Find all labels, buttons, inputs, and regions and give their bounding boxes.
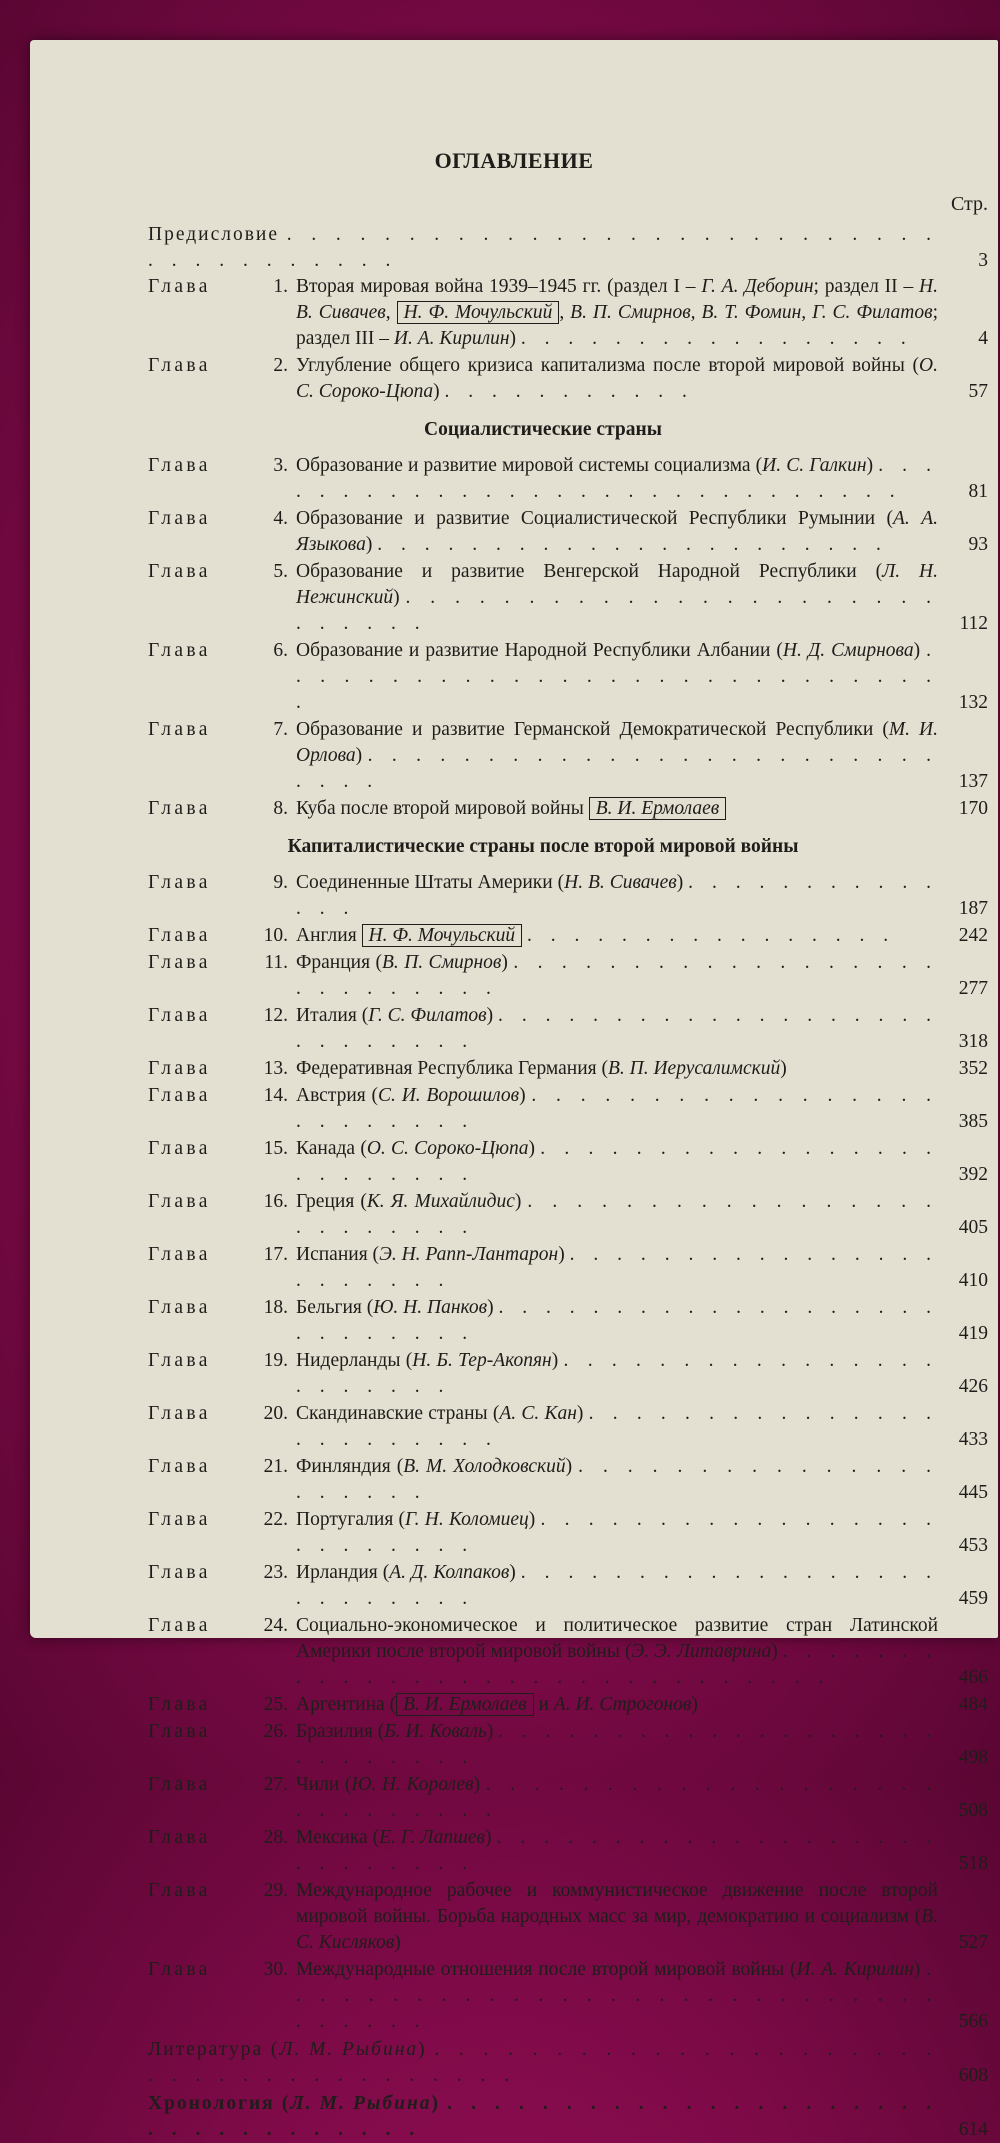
section-heading-capitalist: Капиталистические страны после второй мировой войны bbox=[287, 836, 799, 857]
toc-entry-chapter-20: Глава 20. Скандинавские страны (А. С. Кан) . . . . . . . . . . . . . . . . . . . . . . . . 433 bbox=[148, 1403, 988, 1450]
toc-entry-chapter-9: Глава 9. Соединенные Штаты Америки (Н. В. Сивачев) . . . . . . . . . . . . . . 187 bbox=[148, 872, 988, 919]
toc-entry-chapter-3: Глава 3. Образование и развитие мировой системы социализма (И. С. Галкин) . . . . . . . . . . . . . . . . . . . . . . . . . . . . . 81 bbox=[148, 455, 988, 502]
toc-entry-chapter-1 bbox=[148, 274, 988, 352]
toc-entry-chapter-26: Глава 26. Бразилия (Б. И. Коваль) . . . . . . . . . . . . . . . . . . . . . . . . . . . 498 bbox=[148, 1721, 988, 1768]
toc-entry-chapter-4: Глава 4. Образование и развитие Социалистической Республики Румынии (А. А. Языкова) . . . . . . . . . . . . . . . . . . . . . . 93 bbox=[148, 508, 988, 555]
page-number: 57 bbox=[968, 381, 988, 402]
boxed-author: В. И. Ермолаев bbox=[396, 1693, 534, 1716]
toc-entry-chapter-13: Глава 13. Федеративная Республика Германия (В. П. Иерусалимский) 352 bbox=[148, 1058, 988, 1079]
section-heading-socialist: Социалистические страны bbox=[424, 419, 662, 440]
toc-entry-chapter-5: Глава 5. Образование и развитие Венгерской Народной Республики (Л. Н. Нежинский) . . . . . . . . . . . . . . . . . . . . . . . . . . . . 112 bbox=[148, 561, 988, 634]
boxed-author: Н. Ф. Мочульский bbox=[362, 924, 523, 947]
toc-entry-literature: Литература (Л. М. Рыбина) . . . . . . . . . . . . . . . . . . . . . . . . . . . . . . . . . . . . . 608 bbox=[148, 2039, 988, 2086]
toc-entry-chapter-2: Глава 2. Углубление общего кризиса капитализма после второй мировой войны (О. С. Сороко-Цюпа) . . . . . . . . . . . 57 bbox=[148, 353, 988, 405]
chapter-word: Глава bbox=[148, 276, 211, 297]
chapter-number: 1. bbox=[273, 276, 288, 297]
toc-entry-chapter-11: Глава 11. Франция (В. П. Смирнов) . . . . . . . . . . . . . . . . . . . . . . . . . . . 277 bbox=[148, 952, 988, 999]
toc-entry-preface: Предисловие . . . . . . . . . . . . . . . . . . . . . . . . . . . . . . . . . . . . . . 3 bbox=[148, 222, 988, 274]
toc-entry-chapter-29: Глава 29. Международное рабочее и коммунистическое движение после второй мировой войны. Борьба народных масс за мир, демократию и социализм (В. С. Кисляков) 527 bbox=[148, 1880, 988, 1953]
toc-entry-chapter-23: Глава 23. Ирландия (А. Д. Колпаков) . . . . . . . . . . . . . . . . . . . . . . . . . . 459 bbox=[148, 1562, 988, 1609]
toc-entry-chapter-14: Глава 14. Австрия (С. И. Ворошилов) . . . . . . . . . . . . . . . . . . . . . . . . . 385 bbox=[148, 1085, 988, 1132]
chapter-title: Углубление общего кризиса капитализма после второй мировой войны (О. С. Сороко-Цюпа) . . . . . . . . . . . bbox=[296, 355, 938, 402]
toc-entry-chronology: Хронология (Л. М. Рыбина) . . . . . . . . . . . . . . . . . . . . . . . . . . . . . . . . . 614 bbox=[148, 2093, 988, 2140]
toc-entry-chapter-27: Глава 27. Чили (Ю. Н. Королев) . . . . . . . . . . . . . . . . . . . . . . . . . . . . 508 bbox=[148, 1774, 988, 1821]
table-of-contents bbox=[148, 220, 988, 2143]
toc-entry-chapter-28: Глава 28. Мексика (Е. Г. Лапшев) . . . . . . . . . . . . . . . . . . . . . . . . . . . 518 bbox=[148, 1827, 988, 1874]
toc-entry-chapter-16: Глава 16. Греция (К. Я. Михайлидис) . . . . . . . . . . . . . . . . . . . . . . . . . 405 bbox=[148, 1191, 988, 1238]
page-title: ОГЛАВЛЕНИЕ bbox=[434, 148, 594, 173]
page-number: 3 bbox=[978, 250, 988, 271]
chapter-title: Вторая мировая война 1939–1945 гг. (раздел I – Г. А. Деборин; раздел II – Н. В. Сивачев, Н. Ф. Мочульский , В. П. Смирнов, В. Т. Фомин, Г. С. Филатов; раздел III – И. А. Кирилин) . . . . . . . . . . . . . . . . . bbox=[296, 276, 939, 349]
toc-entry-chapter-10: Глава 10. Англия Н. Ф. Мочульский . . . . . . . . . . . . . . . . 242 bbox=[148, 925, 988, 946]
page-number: 4 bbox=[978, 328, 988, 349]
page-column-label: Стр. bbox=[950, 193, 988, 215]
toc-entry-chapter-17: Глава 17. Испания (Э. Н. Рапп-Лантарон) . . . . . . . . . . . . . . . . . . . . . . . 410 bbox=[148, 1244, 988, 1291]
toc-entry-chapter-30: Глава 30. Международные отношения после второй мировой войны (И. А. Кирилин) . . . . . . . . . . . . . . . . . . . . . . . . . . . . . . . . . . 566 bbox=[148, 1959, 988, 2032]
toc-entry-chapter-19: Глава 19. Нидерланды (Н. Б. Тер-Акопян) . . . . . . . . . . . . . . . . . . . . . . . 426 bbox=[148, 1350, 988, 1397]
toc-entry-chapter-22: Глава 22. Португалия (Г. Н. Коломиец) . . . . . . . . . . . . . . . . . . . . . . . . . 453 bbox=[148, 1509, 988, 1556]
toc-entry-chapter-6: Глава 6. Образование и развитие Народной Республики Албании (Н. Д. Смирнова) . . . . . . . . . . . . . . . . . . . . . . . . . . . . . 132 bbox=[148, 640, 988, 713]
boxed-author: В. И. Ермолаев bbox=[589, 797, 727, 820]
toc-entry-chapter-24: Глава 24. Социально-экономическое и политическое развитие стран Латинской Америки после второй мировой войны (Э. Э. Литаврина) . . . . . . . . . . . . . . . . . . . . . . . . . . . . . . 466 bbox=[148, 1615, 988, 1688]
toc-entry-chapter-15: Глава 15. Канада (О. С. Сороко-Цюпа) . . . . . . . . . . . . . . . . . . . . . . . . . 392 bbox=[148, 1138, 988, 1185]
toc-entry-chapter-7: Глава 7. Образование и развитие Германской Демократической Республики (М. И. Орлова) . . . . . . . . . . . . . . . . . . . . . . . . . . . . 137 bbox=[148, 719, 988, 792]
toc-entry-chapter-12: Глава 12. Италия (Г. С. Филатов) . . . . . . . . . . . . . . . . . . . . . . . . . . . 318 bbox=[148, 1005, 988, 1052]
toc-entry-chapter-18: Глава 18. Бельгия (Ю. Н. Панков) . . . . . . . . . . . . . . . . . . . . . . . . . . . 419 bbox=[148, 1297, 988, 1344]
book-page bbox=[30, 40, 998, 2140]
toc-entry-chapter-21: Глава 21. Финляндия (В. М. Холодковский) . . . . . . . . . . . . . . . . . . . . . 445 bbox=[148, 1456, 988, 1503]
toc-entry-chapter-8: Глава 8. Куба после второй мировой войны В. И. Ермолаев 170 bbox=[148, 798, 988, 819]
boxed-author: Н. Ф. Мочульский bbox=[397, 301, 560, 324]
toc-entry-chapter-25: Глава 25. Аргентина ( В. И. Ермолаев и А. И. Строгонов) 484 bbox=[148, 1694, 988, 1715]
